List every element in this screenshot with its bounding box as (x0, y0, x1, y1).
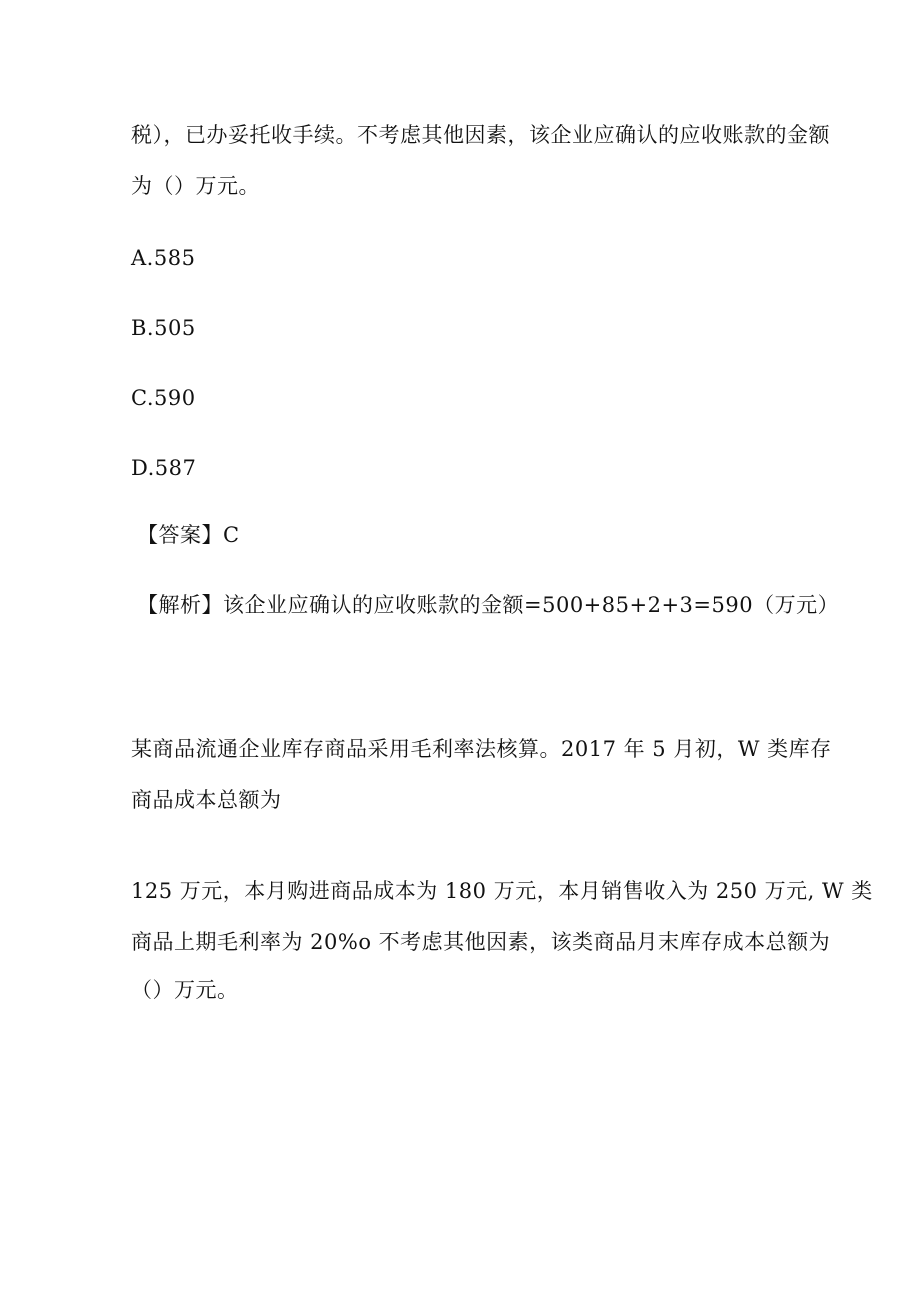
q1-option-b: B.505 (131, 316, 196, 340)
q2-stem-line-1: 某商品流通企业库存商品采用毛利率法核算。2017 年 5 月初，W 类库存 (131, 737, 832, 761)
q1-option-c: C.590 (131, 386, 196, 410)
q1-stem-line-2: 为（）万元。 (131, 174, 260, 198)
q1-option-d: D.587 (131, 456, 197, 480)
q2-stem-line-4: 商品上期毛利率为 20%o 不考虑其他因素，该类商品月末库存成本总额为 (131, 930, 831, 954)
q2-stem-line-5: （）万元。 (131, 978, 239, 1002)
q2-stem-line-3: 125 万元，本月购进商品成本为 180 万元，本月销售收入为 250 万元, W 类 (131, 879, 873, 903)
q1-option-a: A.585 (131, 246, 196, 270)
q1-stem-line-1: 税），已办妥托收手续。不考虑其他因素，该企业应确认的应收账款的金额 (131, 123, 830, 147)
q1-answer: 【答案】C (137, 523, 240, 547)
q1-analysis: 【解析】该企业应确认的应收账款的金额=500+85+2+3=590（万元） (137, 593, 840, 617)
q2-stem-line-2: 商品成本总额为 (131, 788, 282, 812)
